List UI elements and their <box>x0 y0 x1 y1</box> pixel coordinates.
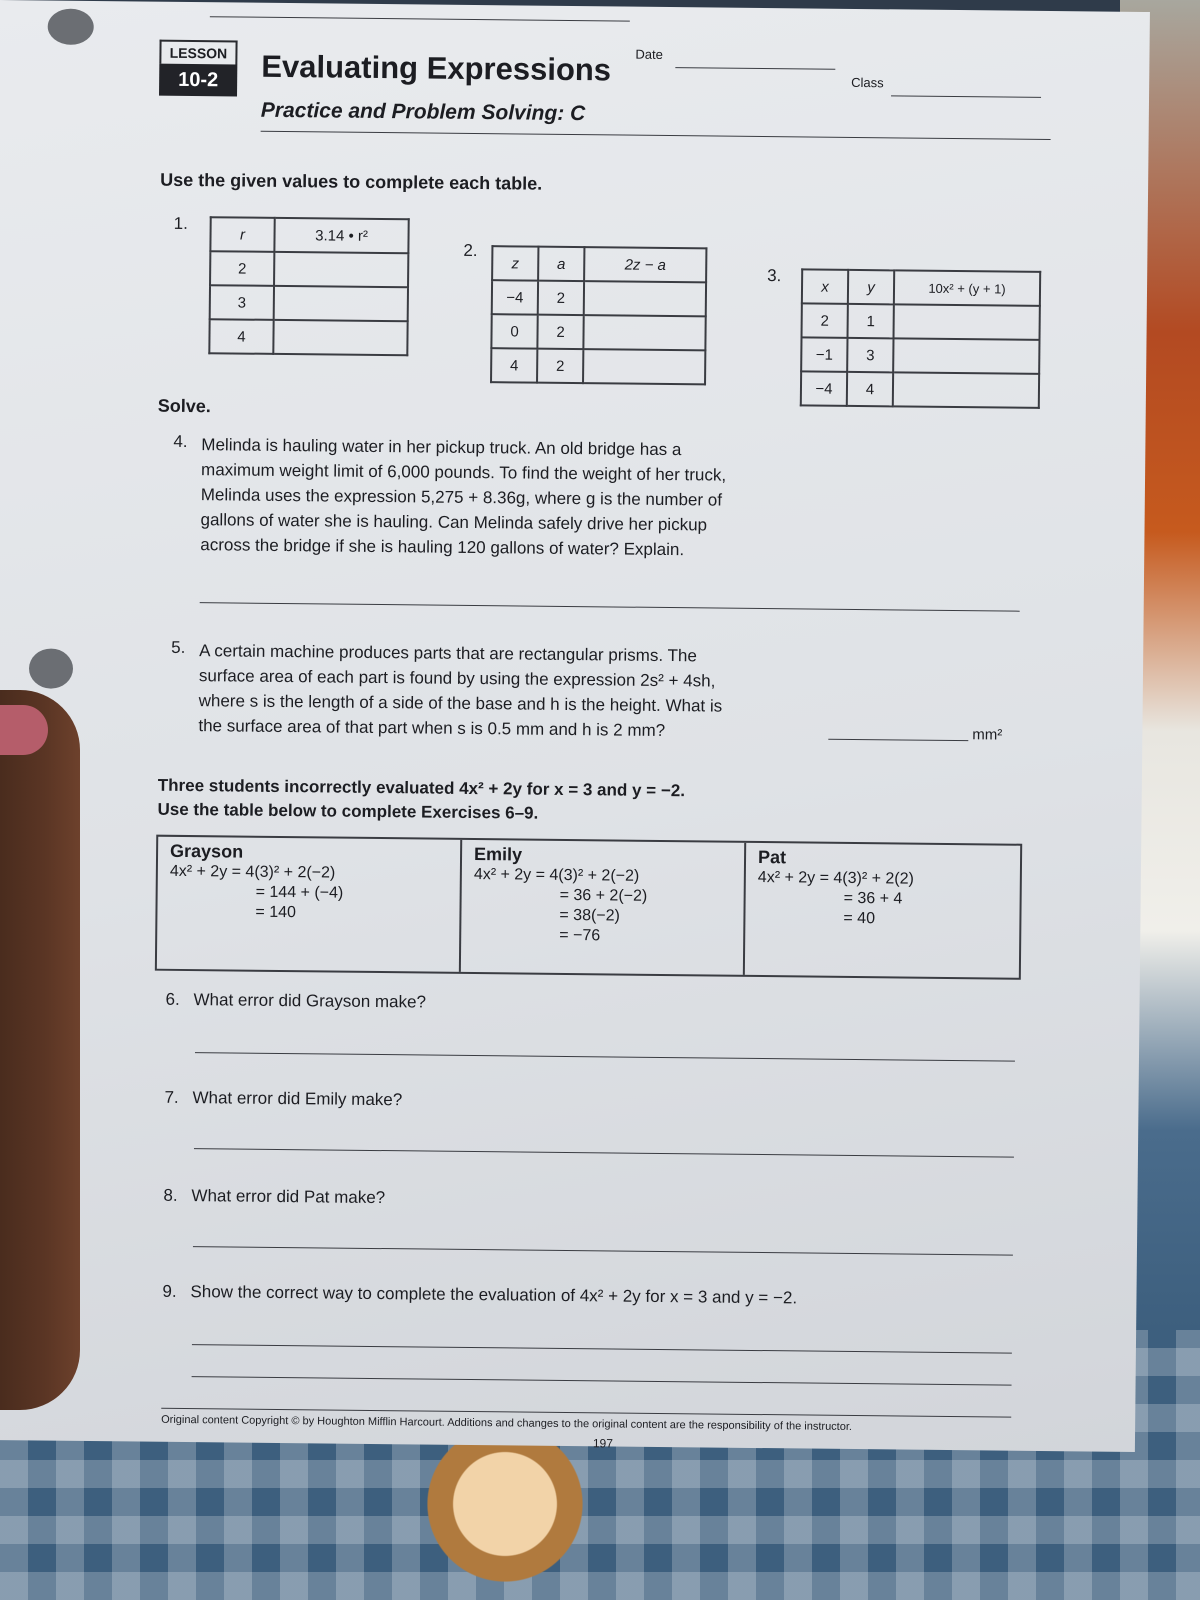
table-cell: 4 <box>491 348 537 382</box>
problem-line: maximum weight limit of 6,000 pounds. To find the weight of her truck, <box>200 460 727 485</box>
table-header: x <box>802 269 848 303</box>
table-cell: 2 <box>802 303 848 337</box>
question-9-answer-line-1[interactable] <box>192 1344 1012 1354</box>
problem-line: Melinda uses the expression 5,275 + 8.36g, where g is the number of <box>200 485 723 510</box>
table-cell: 1 <box>848 304 894 338</box>
student-emily <box>461 840 746 975</box>
table-header: z <box>492 246 538 280</box>
lesson-tag <box>159 40 238 97</box>
table-cell: −4 <box>492 280 538 314</box>
work-line: = 36 + 2(−2) <box>559 886 648 905</box>
student-pat <box>745 843 1016 978</box>
exercise-3-table <box>800 268 1041 409</box>
binder-hole-middle <box>29 648 73 688</box>
table-cell: −1 <box>801 337 847 371</box>
question-6-number: 6. <box>165 989 180 1009</box>
problem-line: surface area of each part is found by using the expression 2s² + 4sh, <box>198 666 716 691</box>
problem-4-answer-line[interactable] <box>200 602 1020 612</box>
table-cell: −4 <box>801 371 847 405</box>
problem-4-number: 4. <box>173 431 188 451</box>
exercise-1-number: 1. <box>173 213 188 233</box>
answer-cell[interactable] <box>893 372 1039 408</box>
class-label: Class <box>851 74 884 91</box>
lesson-label: LESSON <box>159 40 237 65</box>
table-cell: 3 <box>847 338 893 372</box>
work-line: = −76 <box>559 926 601 945</box>
binder-hole-top <box>48 9 94 45</box>
page-subtitle: Practice and Problem Solving: C <box>260 98 586 126</box>
answer-cell[interactable] <box>583 349 705 384</box>
question-9-text: Show the correct way to complete the evaluation of 4x² + 2y for x = 3 and y = −2. <box>190 1282 798 1308</box>
toy-background <box>420 1440 590 1600</box>
exercise-2-table <box>490 245 707 385</box>
answer-cell[interactable] <box>893 338 1039 374</box>
date-label: Date <box>635 46 664 62</box>
problem-line: where s is the length of a side of the base and h is the height. What is <box>198 691 723 716</box>
work-line: = 38(−2) <box>559 906 621 925</box>
table-cell: 4 <box>847 372 893 406</box>
table-header: 10x² + (y + 1) <box>894 270 1040 306</box>
question-8-number: 8. <box>163 1185 178 1205</box>
work-line: 4x² + 2y = 4(3)² + 2(−2) <box>169 862 336 882</box>
table-header: 3.14 • r² <box>274 218 408 253</box>
table-header: a <box>538 247 584 281</box>
problem-line: A certain machine produces parts that are rectangular prisms. The <box>199 641 697 666</box>
table-cell: 2 <box>210 251 274 286</box>
question-7-text: What error did Emily make? <box>192 1088 403 1110</box>
work-line: 4x² + 2y = 4(3)² + 2(−2) <box>473 866 640 885</box>
table-cell: 2 <box>538 281 584 315</box>
table-header: y <box>848 270 894 304</box>
question-8-text: What error did Pat make? <box>191 1186 386 1208</box>
work-line: = 140 <box>255 903 297 922</box>
work-line: 4x² + 2y = 4(3)² + 2(2) <box>757 868 914 888</box>
table-cell: 0 <box>491 314 537 348</box>
table-header: 2z − a <box>584 247 706 282</box>
answer-cell[interactable] <box>273 320 407 355</box>
exercise-2-number: 2. <box>463 240 478 261</box>
answer-cell[interactable] <box>274 252 408 287</box>
table-cell: 2 <box>537 315 583 349</box>
question-7-number: 7. <box>164 1087 179 1107</box>
student-name: Pat <box>757 846 787 868</box>
fingernail <box>0 705 48 755</box>
name-line <box>210 16 630 21</box>
table-instruction: Use the given values to complete each table. <box>160 169 543 194</box>
page-title: Evaluating Expressions <box>261 48 612 88</box>
table-header: r <box>210 217 274 252</box>
work-line: = 40 <box>843 909 876 928</box>
solve-heading: Solve. <box>157 395 211 417</box>
page-number: 197 <box>592 1436 614 1451</box>
student-intro-line-2: Use the table below to complete Exercises 6–9. <box>157 799 539 823</box>
table-cell: 3 <box>210 285 274 320</box>
answer-cell[interactable] <box>584 281 706 316</box>
problem-5-answer-line[interactable] <box>828 739 968 741</box>
exercise-3-number: 3. <box>767 266 782 286</box>
question-9-number: 9. <box>162 1281 177 1301</box>
problem-5-unit: mm² <box>972 726 1003 744</box>
class-line <box>891 95 1041 98</box>
problem-line: across the bridge if she is hauling 120 gallons of water? Explain. <box>200 535 685 560</box>
student-intro-line-1: Three students incorrectly evaluated 4x² + 2y for x = 3 and y = −2. <box>157 775 686 801</box>
table-cell: 2 <box>537 349 583 383</box>
student-work-table <box>155 835 1022 980</box>
question-7-answer-line[interactable] <box>194 1148 1014 1158</box>
problem-4-text <box>200 432 841 564</box>
work-line: = 36 + 4 <box>843 889 903 908</box>
answer-cell[interactable] <box>583 315 705 350</box>
question-6-answer-line[interactable] <box>195 1052 1015 1062</box>
answer-cell[interactable] <box>274 286 408 321</box>
question-8-answer-line[interactable] <box>193 1246 1013 1256</box>
student-grayson <box>157 837 462 972</box>
problem-line: gallons of water she is hauling. Can Melinda safely drive her pickup <box>200 510 708 535</box>
work-line: = 144 + (−4) <box>255 883 344 902</box>
problem-5-text <box>198 638 839 745</box>
answer-cell[interactable] <box>894 304 1040 340</box>
date-line <box>675 67 835 70</box>
problem-5-number: 5. <box>171 637 186 657</box>
copyright-notice: Original content Copyright © by Houghton Mifflin Harcourt. Additions and changes to the original content are the responsibility of the instructor. <box>161 1413 853 1433</box>
table-cell: 4 <box>209 319 273 354</box>
header-rule <box>261 131 1051 140</box>
student-name: Grayson <box>169 840 244 862</box>
exercise-1-table <box>208 216 409 356</box>
lesson-number: 10-2 <box>159 64 237 97</box>
problem-line: Melinda is hauling water in her pickup truck. An old bridge has a <box>201 435 682 460</box>
problem-line: the surface area of that part when s is 0.5 mm and h is 2 mm? <box>198 716 666 741</box>
holding-hand <box>0 690 80 1410</box>
question-9-answer-line-2[interactable] <box>192 1376 1012 1386</box>
question-6-text: What error did Grayson make? <box>193 990 427 1012</box>
student-name: Emily <box>473 844 523 865</box>
